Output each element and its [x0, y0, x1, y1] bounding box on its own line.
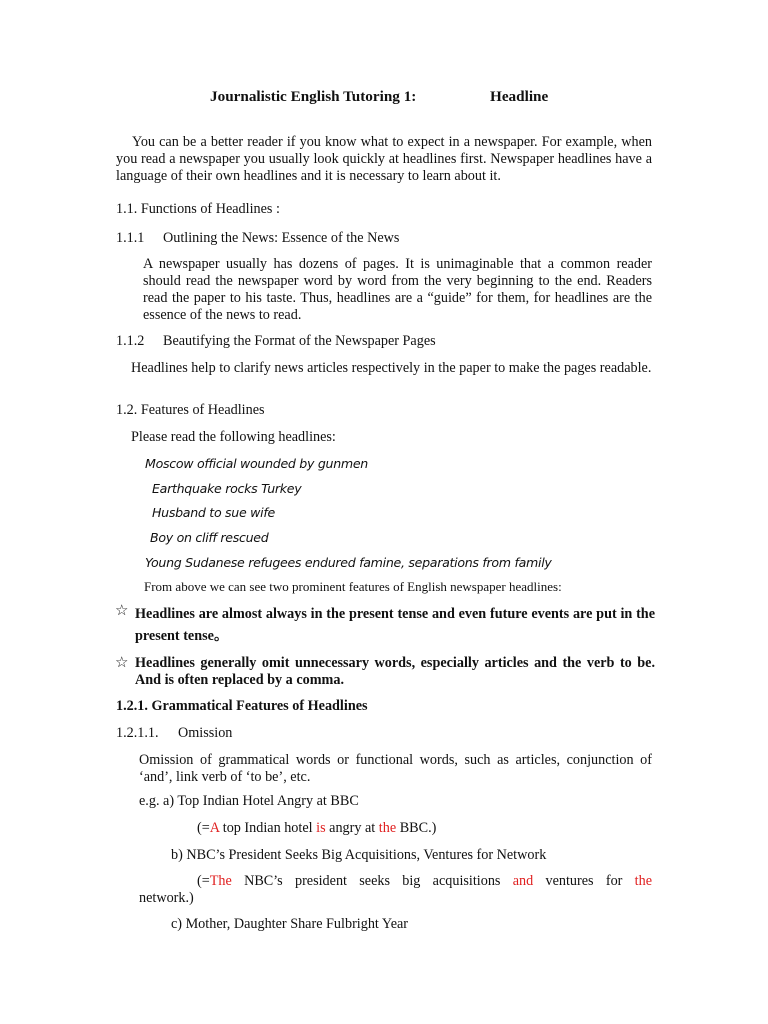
expansion-text: top Indian hotel: [219, 820, 317, 836]
expansion-text: (=: [197, 873, 210, 889]
example-b-expansion: [139, 873, 652, 907]
page-title: [210, 88, 670, 105]
feature-item-present-tense: [115, 603, 655, 647]
feature-item-omission: [115, 655, 655, 689]
feature-1-text: Headlines are almost always in the present tense and even future events are put in the present tense。: [135, 606, 655, 644]
section-title: Omission: [178, 725, 233, 741]
section-number: 1.2.1.1.: [116, 725, 159, 741]
section-number: 1.1.2: [116, 333, 145, 349]
example-a-expansion: [197, 820, 436, 837]
title-main: Journalistic English Tutoring 1:: [210, 88, 417, 105]
section-number: 1.1.1: [116, 230, 145, 246]
star-icon: ☆: [115, 601, 129, 619]
expansion-text: BBC.): [396, 820, 437, 836]
example-headline: Young Sudanese refugees endured famine, separations from family: [145, 555, 552, 570]
expansion-text: network.): [139, 890, 194, 906]
section-heading-1-1: 1.1. Functions of Headlines :: [116, 201, 280, 217]
section-heading-1-2-1: 1.2.1. Grammatical Features of Headlines: [116, 698, 368, 714]
omitted-word: the: [634, 873, 653, 889]
feature-text: [135, 655, 655, 689]
expansion-text: (=: [197, 820, 210, 836]
example-c: c) Mother, Daughter Share Fulbright Year: [171, 916, 409, 932]
section-heading-1-1-1: [116, 230, 656, 247]
expansion-text: ventures for: [533, 873, 635, 889]
omission-body: Omission of grammatical words or functional words, such as articles, conjunction of ‘and’, link verb of ‘to be’, etc.: [139, 752, 652, 785]
omitted-word: A: [209, 820, 220, 836]
section-title: Beautifying the Format of the Newspaper Pages: [163, 333, 436, 349]
intro-paragraph: You can be a better reader if you know what to expect in a newspaper. For example, when you read a newspaper you usually look quickly at headlines first. Newspaper headlines have a language of their own headlines and it is necessary to learn about it.: [116, 134, 652, 184]
section-heading-1-1-2: [116, 333, 656, 350]
feature-text: [135, 603, 655, 647]
expansion-text: NBC’s president seeks big acquisitions: [231, 873, 513, 889]
example-b: b) NBC’s President Seeks Big Acquisitions, Ventures for Network: [171, 847, 547, 863]
omitted-word: the: [378, 820, 397, 836]
example-headline: Boy on cliff rescued: [150, 530, 269, 545]
section-heading-1-2-1-1: [116, 725, 416, 742]
omitted-word: and: [512, 873, 534, 889]
example-headline: Earthquake rocks Turkey: [152, 481, 302, 496]
omitted-word: is: [316, 820, 326, 836]
example-headline: Husband to sue wife: [152, 505, 275, 520]
expansion-text: angry at: [325, 820, 379, 836]
section-1-1-1-body: A newspaper usually has dozens of pages. It is unimaginable that a common reader should read the newspaper word by word from the very beginning to the end. Readers read the paper to his taste. Thus, headlines are a “guide” for them, for headlines are the essence of the news to read.: [143, 256, 652, 323]
instruction-text: Please read the following headlines:: [131, 429, 336, 445]
title-topic: Headline: [490, 88, 549, 105]
section-title: Outlining the News: Essence of the News: [163, 230, 400, 246]
feature-2-text: Headlines generally omit unnecessary words, especially articles and the verb to be. And is often replaced by a comma.: [135, 655, 655, 688]
omitted-word: The: [209, 873, 232, 889]
features-intro: From above we can see two prominent features of English newspaper headlines:: [144, 579, 562, 594]
section-heading-1-2: 1.2. Features of Headlines: [116, 402, 265, 418]
example-headline: Moscow official wounded by gunmen: [145, 456, 368, 471]
star-icon: ☆: [115, 653, 129, 671]
section-1-1-2-body: Headlines help to clarify news articles respectively in the paper to make the pages readable.: [131, 360, 652, 376]
example-a: e.g. a) Top Indian Hotel Angry at BBC: [139, 793, 359, 809]
